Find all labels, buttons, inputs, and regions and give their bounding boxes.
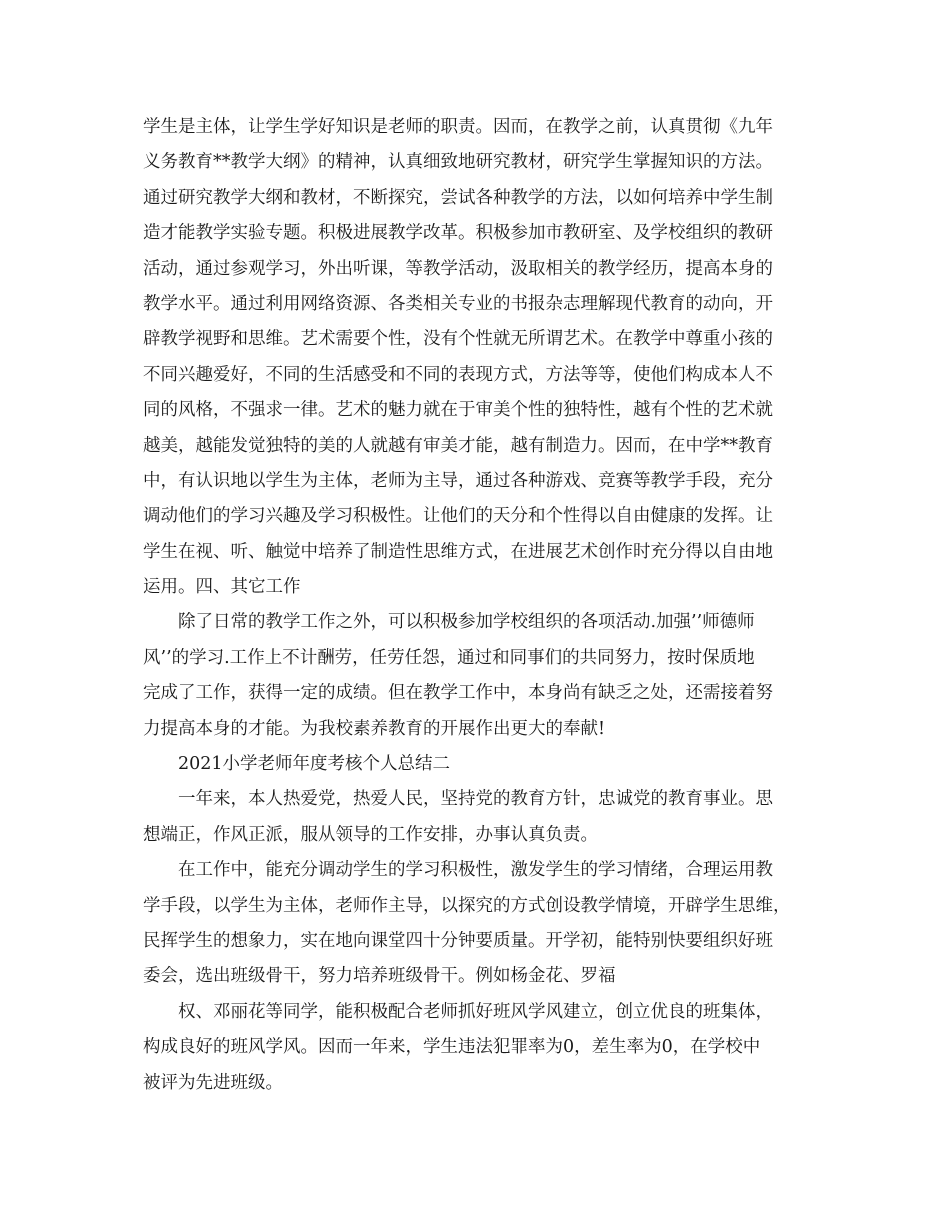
text-line: 民挥学生的想象力，实在地向课堂四十分钟要质量。开学初，能特别快要组织好班	[143, 930, 773, 951]
text-line: 活动，通过参观学习，外出听课，等教学活动，汲取相关的教学经历，提高本身的	[143, 258, 773, 279]
text-line: 越美，越能发觉独特的美的人就越有审美才能，越有制造力。因而，在中学**教育	[143, 435, 773, 456]
text-line: 风’’的学习.工作上不计酬劳，任劳任怨，通过和同事们的共同努力，按时保质地	[143, 647, 755, 668]
text-line: 除了日常的教学工作之外，可以积极参加学校组织的各项活动.加强’’师德师	[178, 612, 755, 633]
text-line: 完成了工作，获得一定的成绩。但在教学工作中，本身尚有缺乏之处，还需接着努	[143, 683, 773, 704]
text-line: 通过研究教学大纲和教材，不断探究，尝试各种教学的方法，以如何培养中学生制	[143, 187, 773, 208]
text-line: 义务教育**教学大纲》的精神，认真细致地研究教材，研究学生掌握知识的方法。	[143, 152, 773, 173]
text-line: 委会，选出班级骨干，努力培养班级骨干。例如杨金花、罗福	[143, 966, 616, 987]
text-line: 学生在视、听、触觉中培养了制造性思维方式，在进展艺术创作时充分得以自由地	[143, 541, 773, 562]
text-line: 造才能教学实验专题。积极进展教学改革。积极参加市教研室、及学校组织的教研	[143, 223, 773, 244]
text-line: 在工作中，能充分调动学生的学习积极性，激发学生的学习情绪，合理运用教	[178, 860, 773, 881]
text-line: 2021小学老师年度考核个人总结二	[178, 754, 451, 775]
text-line: 教学水平。通过利用网络资源、各类相关专业的书报杂志理解现代教育的动向，开	[143, 293, 773, 314]
text-line: 学手段，以学生为主体，老师作主导，以探究的方式创设教学情境，开辟学生思维，	[143, 895, 791, 916]
text-line: 中，有认识地以学生为主体，老师为主导，通过各种游戏、竞赛等教学手段，充分	[143, 470, 773, 491]
document-body	[143, 110, 823, 1101]
text-line: 运用。四、其它工作	[143, 577, 301, 598]
text-line: 被评为先进班级。	[143, 1072, 283, 1093]
text-line: 辟教学视野和思维。艺术需要个性，没有个性就无所谓艺术。在教学中尊重小孩的	[143, 329, 773, 350]
text-line: 权、邓丽花等同学，能积极配合老师抓好班风学风建立，创立优良的班集体，	[178, 1001, 773, 1022]
text-line: 调动他们的学习兴趣及学习积极性。让他们的天分和个性得以自由健康的发挥。让	[143, 506, 773, 527]
text-line: 不同兴趣爱好，不同的生活感受和不同的表现方式，方法等等，使他们构成本人不	[143, 364, 773, 385]
text-line: 想端正，作风正派，服从领导的工作安排，办事认真负责。	[143, 824, 598, 845]
text-line: 同的风格，不强求一律。艺术的魅力就在于审美个性的独特性，越有个性的艺术就	[143, 400, 773, 421]
text-line: 构成良好的班风学风。因而一年来，学生违法犯罪率为0，差生率为0，在学校中	[143, 1037, 761, 1058]
text-line: 一年来，本人热爱党，热爱人民，坚持党的教育方针，忠诚党的教育事业。思	[178, 789, 773, 810]
text-line: 学生是主体，让学生学好知识是老师的职责。因而，在教学之前，认真贯彻《九年	[143, 117, 773, 137]
text-line: 力提高本身的才能。为我校素养教育的开展作出更大的奉献!	[143, 718, 606, 739]
